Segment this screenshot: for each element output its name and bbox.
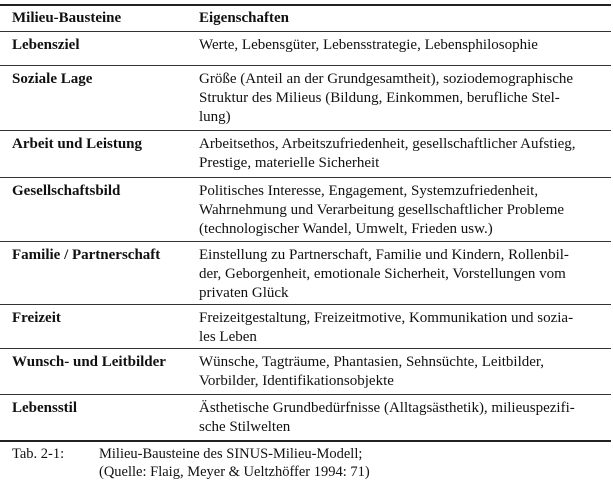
row-properties: Freizeitgestaltung, Freizeitmotive, Kommunikation und sozia- les Leben <box>199 310 574 345</box>
table-row-freizeit <box>0 306 611 348</box>
table-header-rule <box>0 31 611 32</box>
caption-text: Milieu-Bausteine des SINUS-Milieu-Modell; (Quelle: Flaig, Meyer & Ueltzhöffer 1994: 71) <box>99 446 370 480</box>
row-divider <box>0 65 611 66</box>
row-properties: Einstellung zu Partnerschaft, Familie und Kindern, Rollenbil- der, Geborgenheit, emotionale Sicherheit, Vorstellungen vom privaten Glück <box>199 247 569 301</box>
row-label: Lebensstil <box>12 400 78 416</box>
row-label: Arbeit und Leistung <box>12 136 143 152</box>
row-divider <box>0 177 611 178</box>
caption-label: Tab. 2-1: <box>12 446 65 462</box>
row-label: Soziale Lage <box>12 71 93 87</box>
row-properties: Arbeitsethos, Arbeitszufriedenheit, gesellschaftlicher Aufstieg, Prestige, materielle Sicherheit <box>199 136 576 171</box>
table-row-familie-partnerschaft <box>0 243 611 303</box>
table-row-lebensstil <box>0 396 611 438</box>
table-row-wunsch-und-leitbilder <box>0 350 611 392</box>
row-properties: Größe (Anteil an der Grundgesamtheit), soziodemographische Struktur des Milieus (Bildung, Einkommen, berufliche Stel- lung) <box>199 71 574 125</box>
table-row-lebensziel <box>0 33 611 63</box>
row-properties: Wünsche, Tagträume, Phantasien, Sehnsüchte, Leitbilder, Vorbilder, Identifikationsobjekte <box>199 354 545 389</box>
row-divider <box>0 348 611 349</box>
row-label: Lebensziel <box>12 37 80 53</box>
header-milieu-bausteine: Milieu-Bausteine <box>12 10 122 26</box>
row-label: Freizeit <box>12 310 61 326</box>
row-label: Familie / Partnerschaft <box>12 247 161 263</box>
row-divider <box>0 304 611 305</box>
row-divider <box>0 130 611 131</box>
table-row-gesellschaftsbild <box>0 179 611 241</box>
table-header <box>0 6 611 30</box>
row-divider <box>0 241 611 242</box>
row-divider <box>0 394 611 395</box>
table-bottom-rule <box>0 440 611 442</box>
row-properties: Politisches Interesse, Engagement, Systemzufriedenheit, Wahrnehmung und Verarbeitung gesellschaftlicher Probleme (technologischer Wandel, Umwelt, Frieden usw.) <box>199 183 565 237</box>
row-label: Wunsch- und Leitbilder <box>12 354 166 370</box>
table-row-soziale-lage <box>0 67 611 127</box>
row-label: Gesellschaftsbild <box>12 183 121 199</box>
header-eigenschaften: Eigenschaften <box>199 10 289 26</box>
row-properties: Ästhetische Grundbedürfnisse (Alltagsästhetik), milieuspezifi- sche Stilwelten <box>199 400 575 435</box>
table-row-arbeit-und-leistung <box>0 132 611 174</box>
row-properties: Werte, Lebensgüter, Lebensstrategie, Lebensphilosophie <box>199 37 538 53</box>
